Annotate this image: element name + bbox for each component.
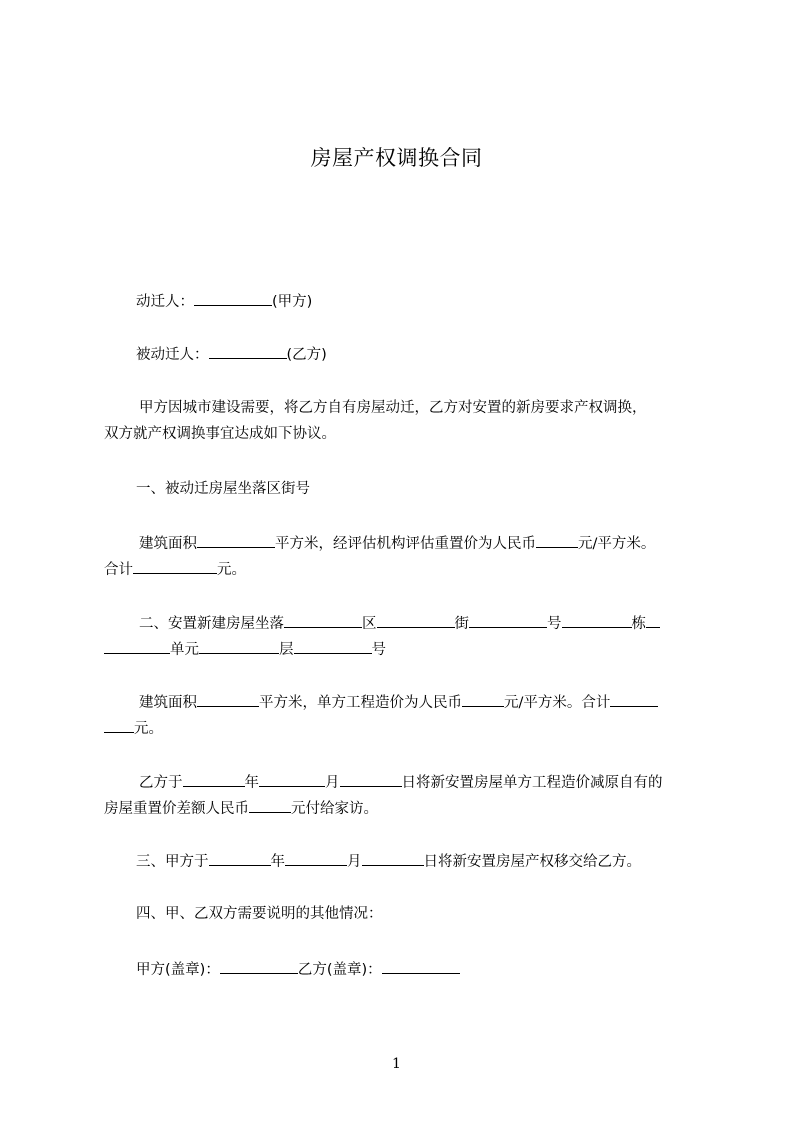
sig-party-a-label: 甲方(盖章)：: [136, 962, 220, 978]
s2-pay-day-text: 日将新安置房屋单方工程造价减原自有的: [401, 775, 663, 791]
s2-area-blank[interactable]: [197, 691, 259, 707]
section-1-heading: 一、被动迁房屋坐落区街号: [136, 481, 310, 497]
party-a-label: 动迁人：: [136, 294, 194, 310]
intro-line-2: 双方就产权调换事宜达成如下协议。: [104, 426, 336, 442]
s2-floor: 层: [279, 642, 294, 658]
s2-pay-day-blank[interactable]: [340, 771, 402, 787]
s2-building-blank[interactable]: [562, 612, 632, 628]
s2-floor-number-blank[interactable]: [294, 638, 372, 654]
section-1-area-line: [139, 532, 739, 554]
s2-total-blank-a[interactable]: [610, 691, 658, 707]
s2-total-blank-b[interactable]: [104, 717, 134, 733]
s2-district: 区: [362, 616, 377, 632]
s2-pay-year-blank[interactable]: [183, 771, 245, 787]
s3-year: 年: [270, 854, 285, 870]
s2-heading: 二、安置新建房屋坐落: [139, 616, 284, 632]
s2-street-blank[interactable]: [377, 612, 455, 628]
section-4-heading: 四、甲、乙双方需要说明的其他情况：: [136, 906, 383, 922]
section-2-location-line: [139, 612, 739, 634]
s2-pay-amount-blank[interactable]: [249, 797, 291, 813]
party-a-blank[interactable]: [194, 290, 272, 306]
s1-total-blank[interactable]: [133, 558, 217, 574]
s2-number-blank[interactable]: [469, 612, 547, 628]
s1-total-label: 合计: [104, 562, 133, 578]
s2-building: 栋: [631, 616, 646, 632]
party-b-blank[interactable]: [209, 343, 287, 359]
s2-floor-blank[interactable]: [199, 638, 279, 654]
s2-pay-prefix: 乙方于: [139, 775, 183, 791]
s3-prefix: 三、甲方于: [136, 854, 209, 870]
s1-price-unit: 元/平方米。: [578, 536, 656, 552]
section-2-total-line: [104, 717, 704, 739]
s2-pay-month: 月: [325, 775, 340, 791]
s1-total-unit: 元。: [217, 562, 246, 578]
s1-area-label: 建筑面积: [139, 536, 197, 552]
section-2-location-line-2: [104, 638, 704, 660]
s2-pay-line2-end: 元付给家访。: [291, 801, 378, 817]
s2-pay-month-blank[interactable]: [259, 771, 325, 787]
section-3-line: [136, 850, 736, 872]
s2-total-unit: 元。: [134, 721, 163, 737]
s2-district-blank[interactable]: [284, 612, 362, 628]
s2-pay-year: 年: [244, 775, 259, 791]
s2-floor-number: 号: [371, 642, 386, 658]
s3-day-blank[interactable]: [362, 850, 424, 866]
party-b-suffix: (乙方): [286, 347, 327, 363]
document-title: 房屋产权调换合同: [310, 146, 483, 170]
s3-month: 月: [347, 854, 362, 870]
intro-line-1: 甲方因城市建设需要，将乙方自有房屋动迁，乙方对安置的新房要求产权调换，: [139, 400, 647, 416]
s2-street: 街: [454, 616, 469, 632]
section-2-payment-line-2: [104, 797, 704, 819]
s1-price-blank[interactable]: [536, 532, 578, 548]
party-b-line: [136, 343, 736, 365]
s2-area-unit: 平方米，单方工程造价为人民币: [259, 695, 462, 711]
party-a-line: [136, 290, 736, 312]
page-number: 1: [392, 1056, 401, 1072]
s3-suffix: 日将新安置房屋产权移交给乙方。: [423, 854, 641, 870]
s3-month-blank[interactable]: [285, 850, 347, 866]
signature-line: [136, 958, 736, 980]
s2-price-unit: 元/平方米。合计: [504, 695, 611, 711]
s2-price-blank[interactable]: [462, 691, 504, 707]
section-2-area-line: [139, 691, 739, 713]
s3-year-blank[interactable]: [209, 850, 271, 866]
s2-building-unit-blank-a[interactable]: [646, 612, 660, 628]
party-a-suffix: (甲方): [272, 294, 313, 310]
s2-area-label: 建筑面积: [139, 695, 197, 711]
party-b-label: 被动迁人：: [136, 347, 209, 363]
s2-unit: 单元: [170, 642, 199, 658]
s2-unit-blank[interactable]: [104, 638, 170, 654]
s1-area-unit: 平方米，经评估机构评估重置价为人民币: [275, 536, 536, 552]
sig-party-b-label: 乙方(盖章)：: [297, 962, 382, 978]
section-2-payment-line: [139, 771, 739, 793]
s1-area-blank[interactable]: [197, 532, 275, 548]
sig-party-b-blank[interactable]: [382, 958, 460, 974]
s2-pay-line2-text: 房屋重置价差额人民币: [104, 801, 249, 817]
s2-number: 号: [547, 616, 562, 632]
section-1-total-line: [104, 558, 704, 580]
sig-party-a-blank[interactable]: [220, 958, 298, 974]
